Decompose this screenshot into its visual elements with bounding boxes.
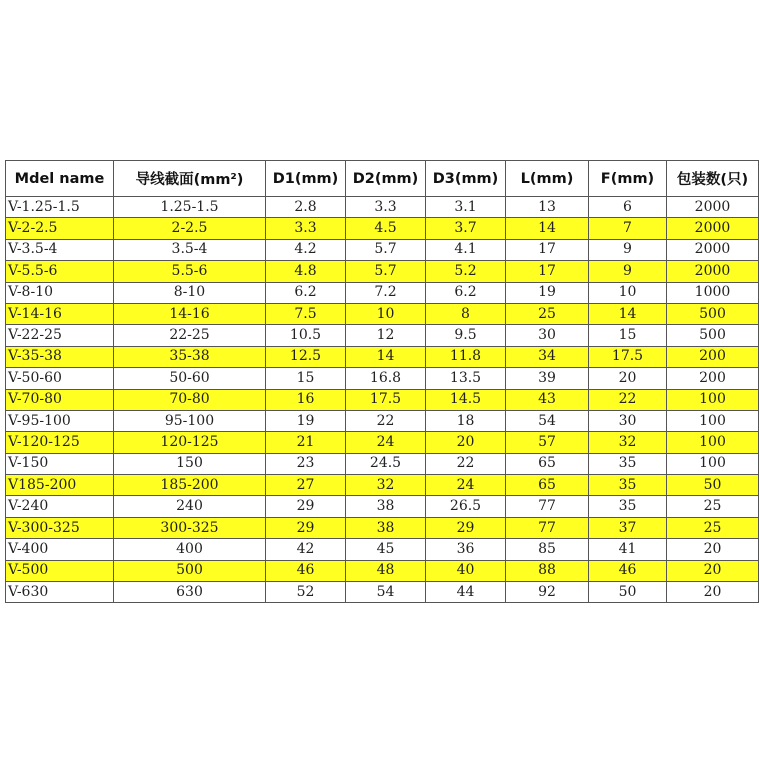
cell-d1: 23: [266, 453, 346, 474]
table-row: [6, 517, 759, 538]
cell-pack: 200: [667, 368, 759, 389]
cell-d2: 22: [346, 410, 426, 431]
cell-f: 41: [589, 539, 667, 560]
table-row: [6, 582, 759, 603]
cell-f: 35: [589, 475, 667, 496]
cell-d3: 5.2: [426, 261, 506, 282]
cell-model: V-400: [6, 539, 114, 560]
table-row: [6, 218, 759, 239]
cell-pack: 2000: [667, 197, 759, 218]
cell-d1: 15: [266, 368, 346, 389]
cell-l: 25: [506, 303, 589, 324]
cell-pack: 25: [667, 496, 759, 517]
cell-d3: 26.5: [426, 496, 506, 517]
cell-f: 15: [589, 325, 667, 346]
cell-l: 14: [506, 218, 589, 239]
cell-section: 630: [114, 582, 266, 603]
cell-d2: 54: [346, 582, 426, 603]
cell-d2: 5.7: [346, 261, 426, 282]
cell-pack: 20: [667, 560, 759, 581]
cell-d3: 14.5: [426, 389, 506, 410]
header-pack: 包装数(只): [667, 161, 759, 197]
cell-model: V185-200: [6, 475, 114, 496]
cell-pack: 100: [667, 453, 759, 474]
cell-section: 185-200: [114, 475, 266, 496]
cell-l: 88: [506, 560, 589, 581]
table-row: [6, 261, 759, 282]
cell-model: V-1.25-1.5: [6, 197, 114, 218]
table-row: [6, 303, 759, 324]
cell-model: V-8-10: [6, 282, 114, 303]
cell-d3: 6.2: [426, 282, 506, 303]
cell-d1: 29: [266, 517, 346, 538]
cell-d2: 24: [346, 432, 426, 453]
cell-d3: 3.1: [426, 197, 506, 218]
cell-d2: 48: [346, 560, 426, 581]
cell-section: 70-80: [114, 389, 266, 410]
header-row: [6, 161, 759, 197]
cell-d1: 29: [266, 496, 346, 517]
cell-model: V-500: [6, 560, 114, 581]
cell-section: 2-2.5: [114, 218, 266, 239]
cell-pack: 20: [667, 539, 759, 560]
table-row: [6, 496, 759, 517]
table-row: [6, 475, 759, 496]
cell-l: 65: [506, 453, 589, 474]
cell-model: V-150: [6, 453, 114, 474]
cell-model: V-35-38: [6, 346, 114, 367]
cell-d2: 7.2: [346, 282, 426, 303]
cell-d1: 2.8: [266, 197, 346, 218]
cell-pack: 50: [667, 475, 759, 496]
cell-model: V-630: [6, 582, 114, 603]
cell-d2: 12: [346, 325, 426, 346]
table-body: [6, 197, 759, 603]
cell-pack: 500: [667, 303, 759, 324]
cell-d2: 14: [346, 346, 426, 367]
table-row: [6, 432, 759, 453]
cell-f: 32: [589, 432, 667, 453]
cell-model: V-70-80: [6, 389, 114, 410]
cell-d2: 38: [346, 517, 426, 538]
cell-f: 50: [589, 582, 667, 603]
cell-f: 20: [589, 368, 667, 389]
cell-d2: 5.7: [346, 239, 426, 260]
cell-d1: 4.2: [266, 239, 346, 260]
table-row: [6, 325, 759, 346]
cell-l: 92: [506, 582, 589, 603]
cell-d1: 6.2: [266, 282, 346, 303]
cell-d2: 24.5: [346, 453, 426, 474]
cell-section: 1.25-1.5: [114, 197, 266, 218]
cell-f: 14: [589, 303, 667, 324]
cell-f: 46: [589, 560, 667, 581]
cell-pack: 500: [667, 325, 759, 346]
cell-section: 120-125: [114, 432, 266, 453]
cell-section: 35-38: [114, 346, 266, 367]
cell-model: V-95-100: [6, 410, 114, 431]
spec-table: [5, 160, 759, 603]
cell-model: V-22-25: [6, 325, 114, 346]
table-row: [6, 197, 759, 218]
cell-pack: 200: [667, 346, 759, 367]
cell-pack: 100: [667, 432, 759, 453]
cell-section: 50-60: [114, 368, 266, 389]
cell-d3: 13.5: [426, 368, 506, 389]
cell-d3: 40: [426, 560, 506, 581]
cell-d3: 20: [426, 432, 506, 453]
cell-f: 17.5: [589, 346, 667, 367]
header-section: 导线截面(mm²): [114, 161, 266, 197]
table-row: [6, 539, 759, 560]
cell-section: 8-10: [114, 282, 266, 303]
cell-d2: 45: [346, 539, 426, 560]
cell-d2: 32: [346, 475, 426, 496]
cell-section: 500: [114, 560, 266, 581]
cell-l: 85: [506, 539, 589, 560]
cell-l: 54: [506, 410, 589, 431]
cell-d1: 52: [266, 582, 346, 603]
header-l: L(mm): [506, 161, 589, 197]
cell-d3: 9.5: [426, 325, 506, 346]
cell-l: 30: [506, 325, 589, 346]
cell-l: 77: [506, 496, 589, 517]
table-row: [6, 560, 759, 581]
cell-l: 19: [506, 282, 589, 303]
cell-l: 17: [506, 239, 589, 260]
cell-d1: 19: [266, 410, 346, 431]
cell-model: V-2-2.5: [6, 218, 114, 239]
table-row: [6, 410, 759, 431]
cell-d3: 4.1: [426, 239, 506, 260]
cell-pack: 2000: [667, 239, 759, 260]
cell-section: 95-100: [114, 410, 266, 431]
cell-d3: 44: [426, 582, 506, 603]
cell-section: 5.5-6: [114, 261, 266, 282]
cell-l: 65: [506, 475, 589, 496]
cell-d3: 3.7: [426, 218, 506, 239]
table-row: [6, 239, 759, 260]
cell-pack: 20: [667, 582, 759, 603]
cell-d2: 16.8: [346, 368, 426, 389]
cell-l: 17: [506, 261, 589, 282]
cell-l: 39: [506, 368, 589, 389]
cell-d1: 21: [266, 432, 346, 453]
cell-section: 3.5-4: [114, 239, 266, 260]
cell-l: 43: [506, 389, 589, 410]
header-model: Mdel name: [6, 161, 114, 197]
cell-section: 14-16: [114, 303, 266, 324]
cell-model: V-5.5-6: [6, 261, 114, 282]
cell-f: 9: [589, 261, 667, 282]
cell-f: 35: [589, 453, 667, 474]
cell-d1: 42: [266, 539, 346, 560]
header-d2: D2(mm): [346, 161, 426, 197]
cell-f: 30: [589, 410, 667, 431]
cell-model: V-240: [6, 496, 114, 517]
cell-d3: 36: [426, 539, 506, 560]
header-f: F(mm): [589, 161, 667, 197]
cell-f: 10: [589, 282, 667, 303]
cell-d1: 7.5: [266, 303, 346, 324]
cell-section: 300-325: [114, 517, 266, 538]
cell-d3: 22: [426, 453, 506, 474]
cell-model: V-120-125: [6, 432, 114, 453]
cell-d2: 17.5: [346, 389, 426, 410]
cell-d3: 24: [426, 475, 506, 496]
cell-l: 34: [506, 346, 589, 367]
cell-f: 22: [589, 389, 667, 410]
cell-d1: 10.5: [266, 325, 346, 346]
cell-d3: 29: [426, 517, 506, 538]
cell-l: 13: [506, 197, 589, 218]
cell-d1: 46: [266, 560, 346, 581]
cell-model: V-50-60: [6, 368, 114, 389]
cell-f: 6: [589, 197, 667, 218]
cell-d1: 3.3: [266, 218, 346, 239]
cell-model: V-3.5-4: [6, 239, 114, 260]
table-row: [6, 453, 759, 474]
cell-pack: 25: [667, 517, 759, 538]
cell-pack: 100: [667, 389, 759, 410]
cell-d3: 11.8: [426, 346, 506, 367]
table-row: [6, 282, 759, 303]
cell-pack: 1000: [667, 282, 759, 303]
cell-l: 57: [506, 432, 589, 453]
header-d1: D1(mm): [266, 161, 346, 197]
cell-d2: 4.5: [346, 218, 426, 239]
cell-section: 400: [114, 539, 266, 560]
cell-section: 150: [114, 453, 266, 474]
cell-model: V-300-325: [6, 517, 114, 538]
cell-f: 7: [589, 218, 667, 239]
cell-model: V-14-16: [6, 303, 114, 324]
cell-d3: 18: [426, 410, 506, 431]
cell-section: 22-25: [114, 325, 266, 346]
cell-section: 240: [114, 496, 266, 517]
table-row: [6, 389, 759, 410]
cell-pack: 2000: [667, 261, 759, 282]
cell-pack: 2000: [667, 218, 759, 239]
cell-d2: 38: [346, 496, 426, 517]
cell-d3: 8: [426, 303, 506, 324]
cell-f: 37: [589, 517, 667, 538]
cell-d2: 3.3: [346, 197, 426, 218]
cell-l: 77: [506, 517, 589, 538]
cell-d1: 16: [266, 389, 346, 410]
table-row: [6, 346, 759, 367]
cell-d1: 12.5: [266, 346, 346, 367]
cell-d2: 10: [346, 303, 426, 324]
cell-d1: 27: [266, 475, 346, 496]
cell-f: 9: [589, 239, 667, 260]
cell-pack: 100: [667, 410, 759, 431]
cell-f: 35: [589, 496, 667, 517]
table-row: [6, 368, 759, 389]
cell-d1: 4.8: [266, 261, 346, 282]
header-d3: D3(mm): [426, 161, 506, 197]
